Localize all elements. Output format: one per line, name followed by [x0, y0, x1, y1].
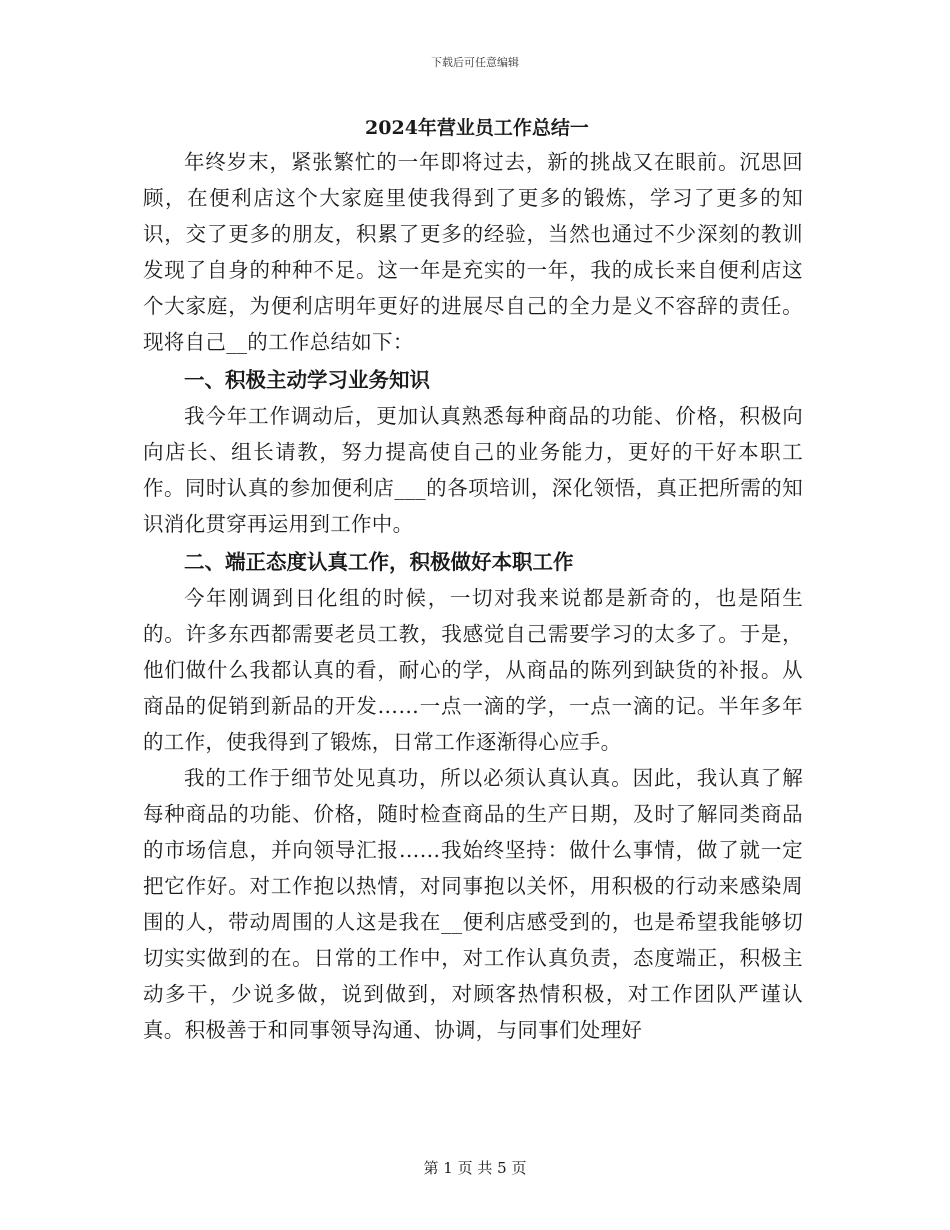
header-note: 下载后可任意编辑 — [431, 56, 519, 69]
document-title: 2024年营业员工作总结一 — [365, 117, 589, 139]
paragraph-intro: 年终岁末，紧张繁忙的一年即将过去，新的挑战又在眼前。沉思回顾，在便利店这个大家庭里使我得到了更多的锻炼，学习了更多的知识，交了更多的朋友，积累了更多的经验，当然也通过不少深刻的教训发现了自身的种种不足。这一年是充实的一年，我的成长来自便利店这个大家庭，为便利店明年更好的进展尽自己的全力是义不容辞的责任。现将自己__的工作总结如下： — [143, 150, 803, 354]
paragraph-section-1: 我今年工作调动后，更加认真熟悉每种商品的功能、价格，积极向向店长、组长请教，努力提高使自己的业务能力，更好的干好本职工作。同时认真的参加便利店___的各项培训，深化领悟，真正把所需的知识消化贯穿再运用到工作中。 — [143, 404, 803, 536]
page-number: 第 1 页 共 5 页 — [423, 1159, 527, 1177]
paragraph-section-2b: 我的工作于细节处见真功，所以必须认真认真。因此，我认真了解每种商品的功能、价格，随时检查商品的生产日期，及时了解同类商品的市场信息，并向领导汇报……我始终坚持：做什么事情，做了就一定把它作好。对工作抱以热情，对同事抱以关怀，用积极的行动来感染周围的人，带动周围的人这是我在__便利店感受到的，也是希望我能够切切实实做到的在。日常的工作中，对工作认真负责，态度端正，积极主动多干，少说多做，说到做到，对顾客热情积极，对工作团队严谨认真。积极善于和同事领导沟通、协调，与同事们处理好 — [143, 766, 803, 1042]
section-heading-2: 二、端正态度认真工作，积极做好本职工作 — [184, 550, 574, 574]
section-heading-1: 一、积极主动学习业务知识 — [184, 368, 430, 392]
paragraph-section-2a: 今年刚调到日化组的时候，一切对我来说都是新奇的，也是陌生的。许多东西都需要老员工教，我感觉自己需要学习的太多了。于是，他们做什么我都认真的看，耐心的学，从商品的陈列到缺货的补报。从商品的促销到新品的开发……一点一滴的学，一点一滴的记。半年多年的工作，使我得到了锻炼，日常工作逐渐得心应手。 — [143, 586, 803, 754]
document-body — [143, 112, 803, 1048]
